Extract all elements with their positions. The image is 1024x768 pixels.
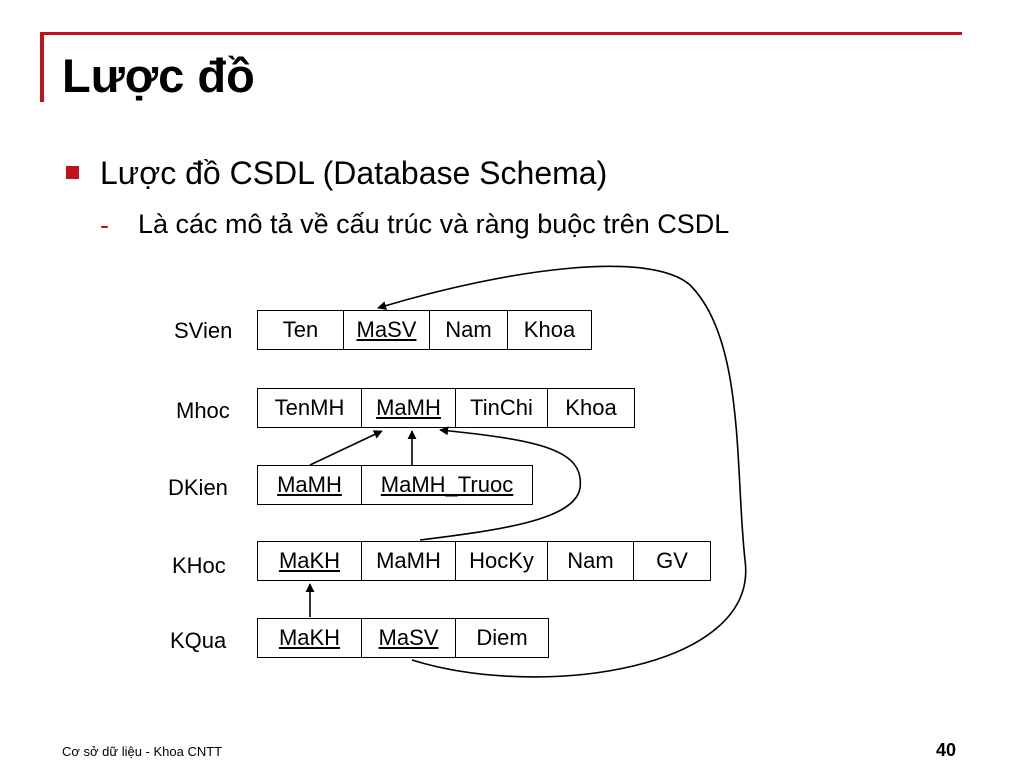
attribute-cell-key: MaMH	[258, 466, 362, 504]
footer-text: Cơ sở dữ liệu - Khoa CNTT	[62, 744, 223, 759]
slide-title: Lược đồ	[62, 49, 255, 102]
attribute-cell: Diem	[476, 625, 528, 650]
attribute-cell: Nam	[548, 542, 634, 580]
relation-name-kqua: KQua	[170, 628, 227, 653]
relation-name-mhoc: Mhoc	[176, 398, 230, 423]
attribute-cell: HocKy	[456, 542, 548, 580]
bullet-text: Lược đồ CSDL (Database Schema)	[100, 155, 608, 191]
attribute-cell-key: MaSV	[344, 311, 430, 349]
relation-name-khoc: KHoc	[172, 553, 226, 578]
relation-name-svien: SVien	[174, 318, 233, 343]
attribute-cell-key: MaMH_Truoc	[380, 472, 514, 497]
attribute-cell: MaMH	[362, 542, 456, 580]
relation-name-dkien: DKien	[168, 475, 228, 500]
reference-arrow-khoc-mamh	[420, 430, 580, 540]
attribute-cell-key: MaMH	[362, 389, 456, 427]
attribute-cell: Ten	[258, 311, 344, 349]
reference-arrow-kqua-masv	[378, 266, 746, 677]
attribute-cell-key: MaSV	[362, 619, 456, 657]
attribute-cell: Nam	[430, 311, 508, 349]
attribute-cell: GV	[656, 548, 688, 573]
attribute-cell: TinChi	[456, 389, 548, 427]
attribute-cell: Khoa	[565, 395, 617, 420]
page-number: 40	[936, 740, 957, 760]
attribute-cell: Khoa	[523, 317, 576, 342]
attribute-cell: TenMH	[258, 389, 362, 427]
sub-bullet-text: Là các mô tả về cấu trúc và ràng buộc trên CSDL	[138, 209, 730, 239]
attribute-cell-key: MaKH	[258, 542, 362, 580]
reference-arrow-dkien-mamh	[310, 431, 382, 465]
sub-bullet-dash: -	[100, 210, 109, 240]
attribute-cell-key: MaKH	[258, 619, 362, 657]
